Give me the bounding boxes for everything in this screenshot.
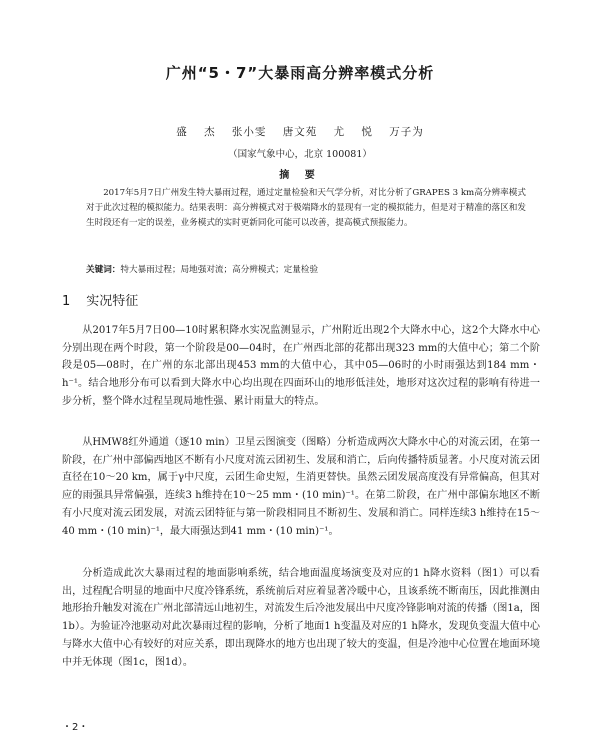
author-list: 盛 杰 张小雯 唐文苑 尤 悦 万子为 <box>176 126 424 138</box>
abstract-text: 2017年5月7日广州发生特大暴雨过程，通过定量检验和天气学分析，对比分析了GRAPES 3 km高分辨率模式对于此次过程的模拟能力。结果表明：高分辨模式对于极端降水的显现有一定的模拟能力，但是对于精准的落区和发生时段还有一定的误差，业务模式的实时更新同化可能可以改善，提高模式预报能力。 <box>86 188 526 229</box>
section-title: 实况特征 <box>86 294 139 309</box>
page-number: ・2・ <box>62 722 89 733</box>
abstract-heading: 摘 要 <box>279 170 321 181</box>
paper-title: 广州“5・7”大暴雨高分辨率模式分析 <box>165 64 435 82</box>
keywords <box>86 263 526 278</box>
keywords-label: 关键词： <box>86 265 121 275</box>
keywords-text: 特大暴雨过程；局地强对流；高分辨模式；定量检验 <box>120 265 319 275</box>
section-heading <box>62 290 154 309</box>
body-paragraph-1: 从2017年5月7日00—10时累积降水实况监测显示，广州附近出现2个大降水中心，这2个大降水中心分别出现在两个时段，第一个阶段是00—04时，在广州西北部的花都出现323 mm的大值中心；第二个阶段是05—08时，在广州的东北部出现453 mm的大值中心，其中05—06时的小时雨强达到184 mm・h⁻¹。结合地形分布可以看到大降水中心均出现在四面环山的地形低洼处，地形对这次过程的影响有待进一步分析，整个降水过程呈现局地性强、累计雨量大的特点。 <box>62 325 540 407</box>
body-paragraph-2: 从HMW8红外通道（逐10 min）卫星云图演变（图略）分析造成两次大降水中心的对流云团，在第一阶段，在广州中部偏西地区不断有小尺度对流云团初生、发展和消亡，后向传播特质显著。小尺度对流云团直径在10～20 km，属于γ中尺度，云团生命史短，生消更替快。虽然云团发展高度没有异常偏高，但其对应的雨强具异常偏强，连续3 h维持在10～25 mm・(10 min)⁻¹。在第二阶段，在广州中部偏东地区不断有小尺度对流云团发展，对流云团特征与第一阶段相同且不断初生、发展和消亡。同样连续3 h维持在15～40 mm・(10 min)⁻¹，最大雨强达到41 mm・(10 min)⁻¹。 <box>62 437 540 537</box>
body-paragraph-3: 分析造成此次大暴雨过程的地面影响系统，结合地面温度场演变及对应的1 h降水资料（图1）可以看出，过程配合明显的地面中尺度冷锋系统，系统前后对应着显著冷暖中心，且该系统不断南压，因此推测由地形抬升触发对流在广州北部清远山地初生，对流发生后冷池发展出中尺度冷锋影响对流的传播（图1a，图1b）。为验证冷池驱动对此次暴雨过程的影响，分析了地面1 h变温及对应的1 h降水，发现负变温大值中心与降水大值中心有较好的对应关系，即出现降水的地方也出现了较大的变温，但是冷池中心位置在地面环境中并无体现（图1c，图1d）。 <box>62 568 540 668</box>
affiliation: （国家气象中心，北京 100081） <box>228 149 372 160</box>
section-number: 1 <box>62 294 71 309</box>
